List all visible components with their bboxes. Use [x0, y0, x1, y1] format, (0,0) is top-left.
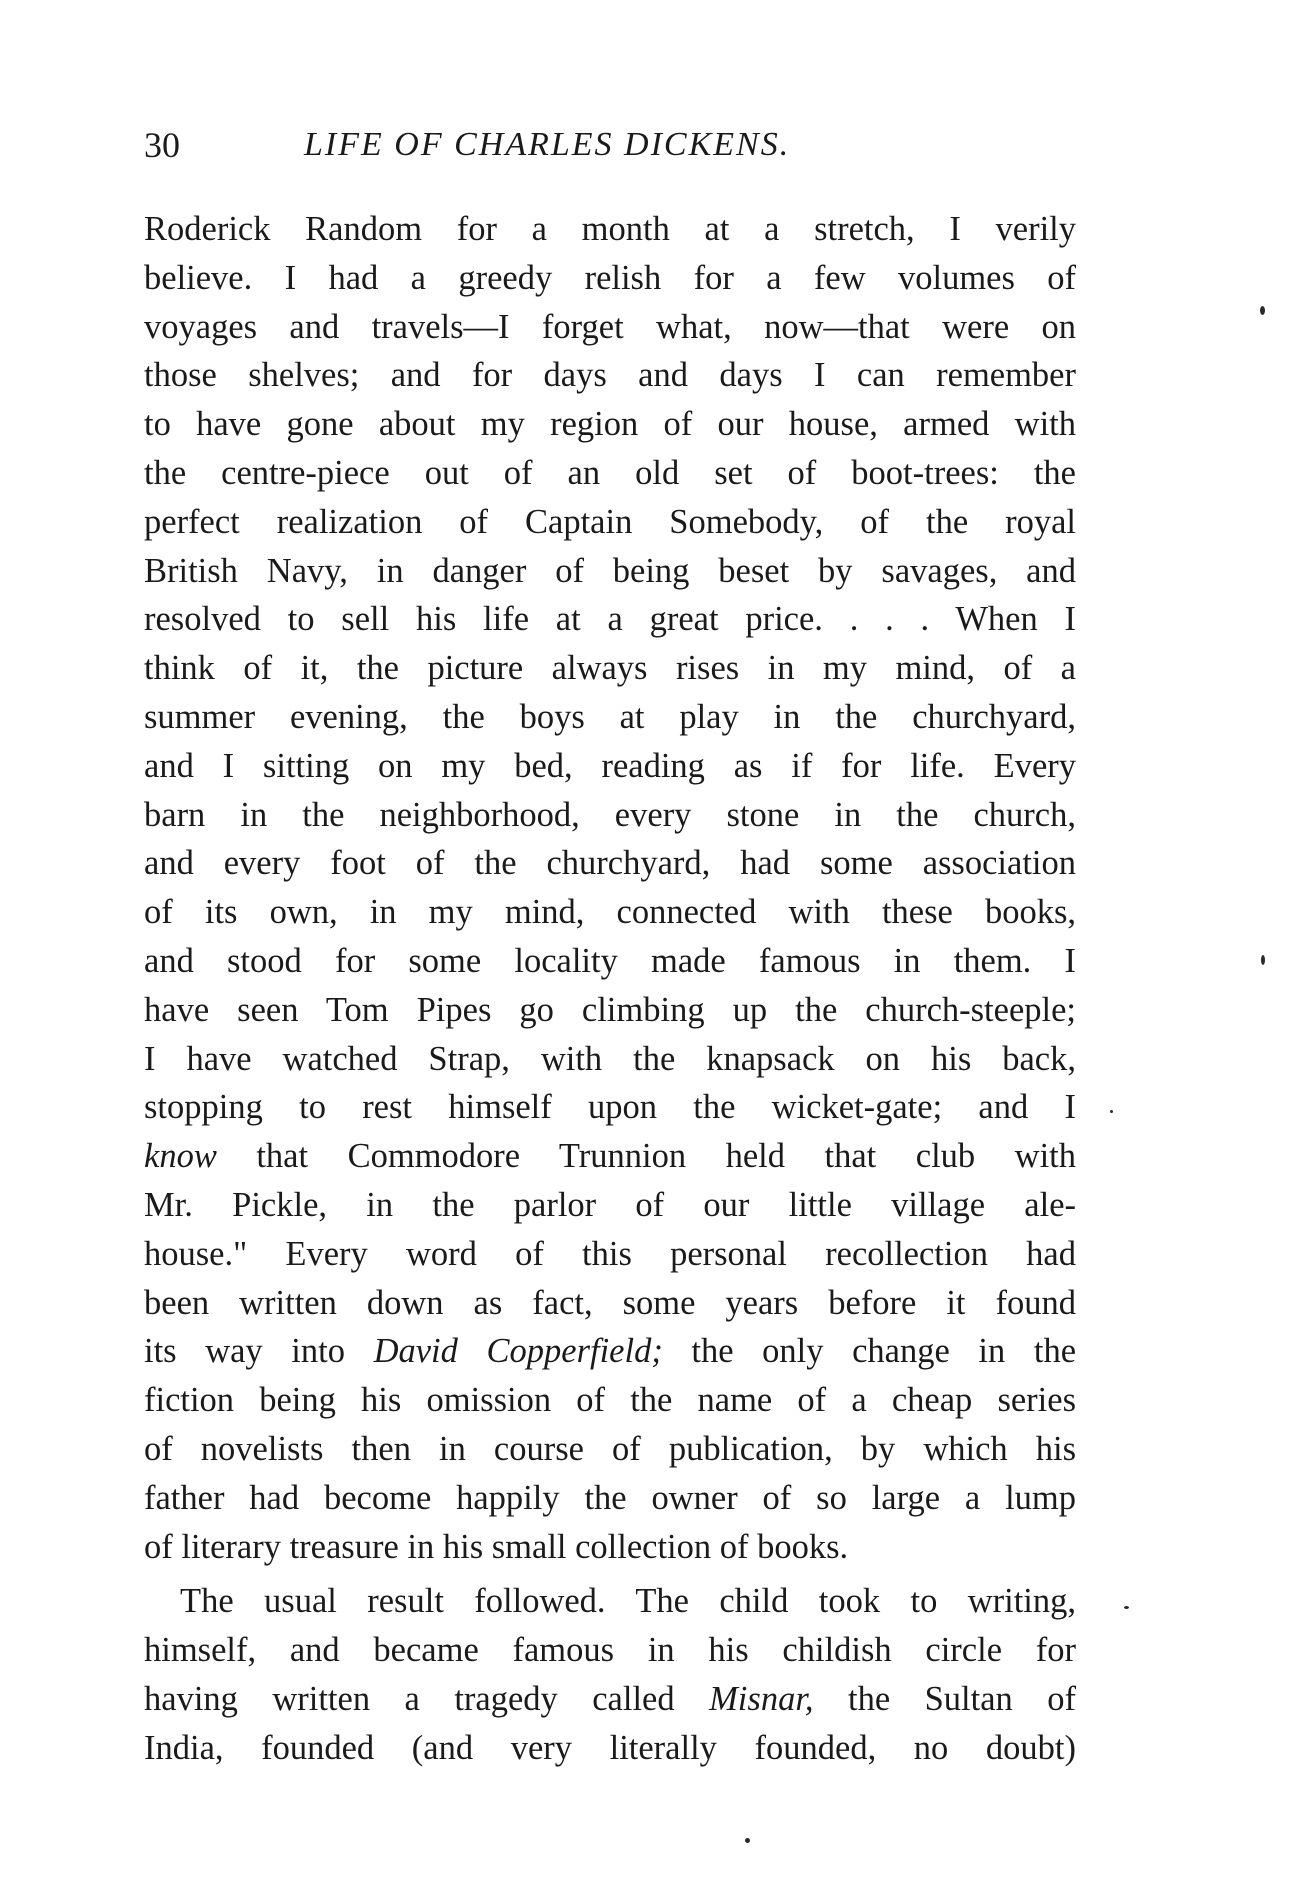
paragraph [144, 205, 1076, 1571]
text-line: stopping to rest himself upon the wicket-gate; and I [144, 1088, 1076, 1127]
text-line: and stood for some locality made famous in them. I [144, 941, 1076, 980]
text-line: and every foot of the churchyard, had some association [144, 844, 1076, 883]
text-segment: the only change in the [662, 1332, 1077, 1371]
text-line: summer evening, the boys at play in the churchyard, [144, 697, 1076, 736]
text-line: The usual result followed. The child took to writing, [180, 1582, 1076, 1621]
text-line: been written down as fact, some years before it found [144, 1283, 1076, 1322]
italic-title: Misnar, [709, 1679, 814, 1718]
body-text [144, 205, 1076, 1773]
text-line: and I sitting on my bed, reading as if for life. Every [144, 746, 1076, 785]
text-line: the centre-piece out of an old set of boot-trees: the [144, 453, 1076, 492]
text-line: Mr. Pickle, in the parlor of our little village ale- [144, 1185, 1076, 1224]
paper-speck [1124, 1606, 1129, 1609]
text-line: British Navy, in danger of being beset by savages, and [144, 551, 1076, 590]
text-line: voyages and travels—I forget what, now—that were on [144, 307, 1076, 346]
text-line: perfect realization of Captain Somebody, of the royal [144, 502, 1076, 541]
text-line: barn in the neighborhood, every stone in the church, [144, 795, 1076, 834]
italic-word: know [144, 1137, 217, 1176]
text-line: think of it, the picture always rises in my mind, of a [144, 649, 1076, 688]
running-head: LIFE OF CHARLES DICKENS. [304, 126, 791, 163]
text-line: resolved to sell his life at a great price. . . . When I [144, 600, 1076, 639]
text-line: I have watched Strap, with the knapsack on his back, [144, 1039, 1076, 1078]
text-line [144, 1132, 1076, 1181]
paper-speck [1261, 955, 1265, 965]
text-line [144, 1675, 1076, 1724]
italic-title: David Copperfield; [373, 1332, 663, 1371]
text-line: of literary treasure in his small collection of books. [144, 1527, 849, 1566]
text-line: father had become happily the owner of so large a lump [144, 1478, 1076, 1517]
text-line: to have gone about my region of our house, armed with [144, 405, 1076, 444]
text-line: India, founded (and very literally founded, no doubt) [144, 1728, 1076, 1767]
text-line: of novelists then in course of publication, by which his [144, 1429, 1076, 1468]
text-segment: that Commodore Trunnion held that club with [216, 1137, 1076, 1176]
text-segment: the Sultan of [813, 1679, 1076, 1718]
text-line: those shelves; and for days and days I can remember [144, 356, 1076, 395]
text-line: himself, and became famous in his childish circle for [144, 1631, 1076, 1670]
text-line: believe. I had a greedy relish for a few volumes of [144, 258, 1076, 297]
text-line [144, 1327, 1076, 1376]
text-line: have seen Tom Pipes go climbing up the church-steeple; [144, 990, 1076, 1029]
text-segment: having written a tragedy called [144, 1679, 710, 1718]
text-line: Roderick Random for a month at a stretch, I verily [144, 210, 1076, 248]
text-line: fiction being his omission of the name of a cheap series [144, 1381, 1076, 1420]
page-header [144, 120, 1074, 170]
text-line: house." Every word of this personal recollection had [144, 1234, 1076, 1273]
paper-speck [1110, 1110, 1113, 1113]
paper-speck [745, 1838, 750, 1843]
text-line: of its own, in my mind, connected with these books, [144, 893, 1076, 932]
paragraph [144, 1577, 1076, 1772]
text-segment: its way into [144, 1332, 374, 1371]
paper-speck [1260, 306, 1265, 315]
page-number: 30 [144, 125, 180, 165]
